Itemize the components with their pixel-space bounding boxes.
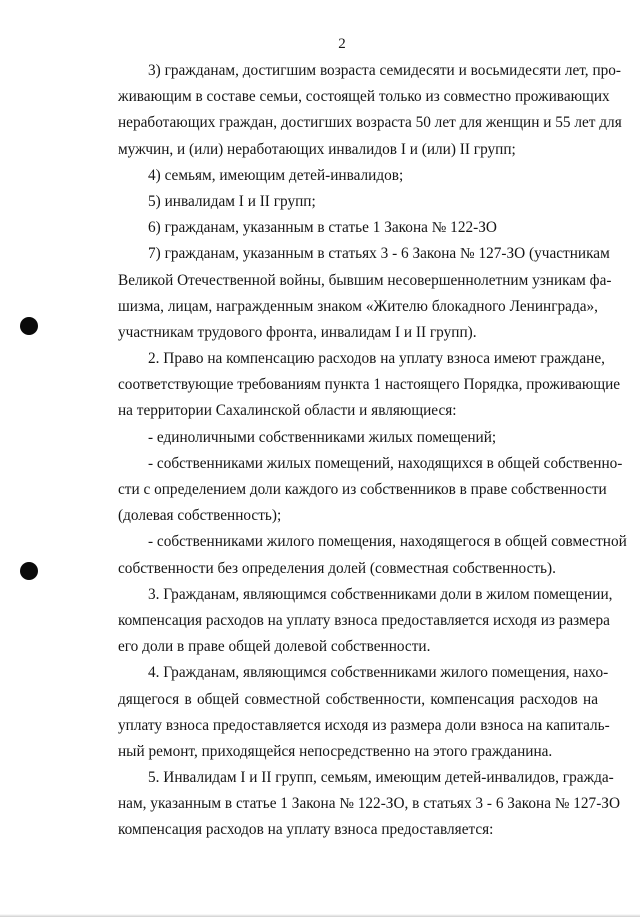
document-body — [118, 58, 627, 844]
text-line: сти с определением доли каждого из собственников в праве собственности — [118, 481, 607, 498]
text-line: - единоличными собственниками жилых помещений; — [148, 428, 497, 446]
text-line: ный ремонт, приходящейся непосредственно на этого гражданина. — [118, 742, 553, 760]
text-line: 4) семьям, имеющим детей-инвалидов; — [148, 166, 404, 184]
text-line: Великой Отечественной войны, бывшим несовершеннолетним узникам фа- — [118, 271, 612, 289]
text-line: - собственниками жилых помещений, находящихся в общей собственно- — [148, 454, 623, 472]
text-line: компенсация расходов на уплату взноса предоставляется исходя из размера — [118, 611, 610, 629]
text-line: уплату взноса предоставляется исходя из размера доли взноса на капиталь- — [118, 716, 610, 734]
page-number: 2 — [338, 36, 346, 52]
text-line: неработающих граждан, достигших возраста 50 лет для женщин и 55 лет для — [118, 114, 622, 132]
text-line: 3) гражданам, достигшим возраста семидесяти и восьмидесяти лет, про- — [148, 62, 622, 79]
text-line: (долевая собственность); — [118, 507, 282, 525]
text-line: на территории Сахалинской области и являющиеся: — [118, 402, 457, 420]
text-line: 5) инвалидам I и II групп; — [148, 192, 316, 210]
text-line: компенсация расходов на уплату взноса предоставляется: — [118, 821, 494, 839]
text-line: участникам трудового фронта, инвалидам I и II групп). — [118, 323, 477, 341]
text-line: собственности без определения долей (совместная собственность). — [118, 559, 556, 577]
text-line: его доли в праве общей долевой собственности. — [118, 638, 431, 656]
text-line: 4. Гражданам, являющимся собственниками жилого помещения, нахо- — [148, 664, 609, 682]
text-line: мужчин, и (или) неработающих инвалидов I и (или) II групп; — [118, 140, 516, 158]
text-line: 7) гражданам, указанным в статьях 3 - 6 Закона № 127-ЗО (участникам — [148, 245, 610, 263]
text-line: 2. Право на компенсацию расходов на уплату взноса имеют граждане, — [148, 350, 605, 368]
punch-hole-mark — [20, 317, 38, 335]
text-line: 3. Гражданам, являющимся собственниками доли в жилом помещении, — [148, 585, 613, 603]
text-line: 5. Инвалидам I и II групп, семьям, имеющим детей-инвалидов, гражда- — [148, 769, 614, 787]
text-line: - собственниками жилого помещения, находящегося в общей совместной — [148, 533, 627, 551]
text-line: живающим в составе семьи, состоящей только из совместно проживающих — [118, 88, 610, 106]
text-line: нам, указанным в статье 1 Закона № 122-ЗО, в статьях 3 - 6 Закона № 127-ЗО — [118, 795, 621, 813]
text-line: соответствующие требованиям пункта 1 настоящего Порядка, проживающие — [118, 376, 621, 394]
punch-hole-mark — [20, 562, 38, 580]
text-line: дящегося в общей совместной собственности, компенсация расходов на — [118, 690, 598, 708]
text-line: 6) гражданам, указанным в статье 1 Закона № 122-ЗО — [148, 219, 497, 237]
text-line: шизма, лицам, награжденным знаком «Жителю блокадного Ленинграда», — [118, 297, 598, 315]
